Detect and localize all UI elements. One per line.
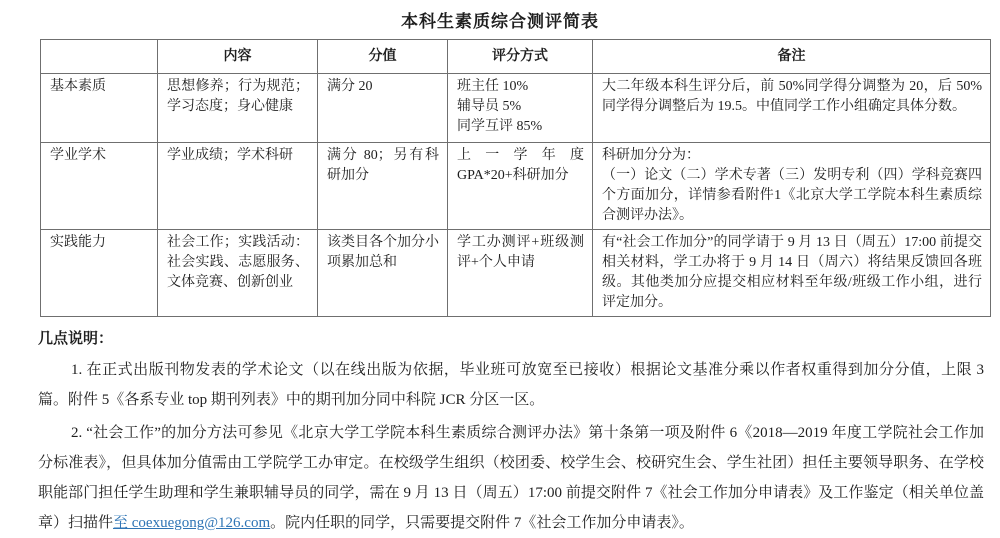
email-link[interactable]: 至 coexuegong@126.com	[113, 515, 271, 531]
remark-line: （一）论文（二）学术专著（三）发明专利（四）学科竞赛四个方面加分，详情参看附件1《北京大学工学院本科生素质综合测评办法》。	[602, 168, 982, 223]
column-header-method: 评分方式	[448, 40, 593, 74]
cell-content: 学业成绩；学术科研	[158, 143, 318, 230]
cell-category: 学业学术	[41, 143, 158, 230]
column-header-remark: 备注	[593, 40, 991, 74]
cell-content: 思想修养；行为规范；学习态度；身心健康	[158, 74, 318, 143]
remark-line: 科研加分分为：	[602, 148, 700, 163]
cell-score: 满分 80；另有科研加分	[318, 143, 448, 230]
cell-category: 实践能力	[41, 230, 158, 317]
table-row-practice	[41, 230, 991, 317]
cell-category: 基本素质	[41, 74, 158, 143]
cell-score: 满分 20	[318, 74, 448, 143]
table-row-basic-quality	[41, 74, 991, 143]
cell-remark	[593, 143, 991, 230]
cell-method	[448, 74, 593, 143]
method-line: 上一学年度	[457, 148, 584, 163]
note-item-2	[38, 418, 984, 538]
table-header-row	[41, 40, 991, 74]
cell-remark: 有“社会工作加分”的同学请于 9 月 13 日（周五）17:00 前提交相关材料，学工办将于 9 月 14 日（周六）将结果反馈回各班级。其他类加分应提交相应材料至年级/班级工作小组，进行评定加分。	[593, 230, 991, 317]
column-header-score: 分值	[318, 40, 448, 74]
cell-method: 学工办测评+班级测评+个人申请	[448, 230, 593, 317]
evaluation-table	[40, 39, 991, 317]
method-line: GPA*20+科研加分	[457, 168, 569, 183]
note-item-1: 1. 在正式出版刊物发表的学术论文（以在线出版为依据，毕业班可放宽至已接收）根据论文基准分乘以作者权重得到加分分值，上限 3 篇。附件 5《各系专业 top 期刊列表》中的期刊加分同中科院 JCR 分区一区。	[38, 362, 984, 408]
cell-remark: 大二年级本科生评分后，前 50%同学得分调整为 20，后 50%同学得分调整后为 19.5。中值同学工作小组确定具体分数。	[593, 74, 991, 143]
notes-section	[0, 317, 1000, 538]
method-line: 同学互评 85%	[457, 119, 543, 134]
page-title: 本科生素质综合测评简表	[401, 12, 599, 31]
column-header-blank	[41, 40, 158, 74]
table-row-academic	[41, 143, 991, 230]
method-line: 辅导员 5%	[457, 99, 522, 114]
column-header-content: 内容	[158, 40, 318, 74]
cell-score: 该类目各个加分小项累加总和	[318, 230, 448, 317]
notes-heading: 几点说明：	[38, 331, 114, 347]
cell-method	[448, 143, 593, 230]
cell-content: 社会工作；实践活动：社会实践、志愿服务、文体竞赛、创新创业	[158, 230, 318, 317]
note-item-2-tail: 。院内任职的同学，只需要提交附件 7《社会工作加分申请表》。	[270, 515, 694, 531]
method-line: 班主任 10%	[457, 79, 529, 94]
note-item-2-text: 2. “社会工作”的加分方法可参见《北京大学工学院本科生素质综合测评办法》第十条第一项及附件 6《2018—2019 年度工学院社会工作加分标准表》，但具体加分值需由工学院学工办审定。在校级学生组织（校团委、校学生会、校研究生会、学生社团）担任主要领导职务、在学校职能部门担任学生助理和学生兼职辅导员的同学，需在 9 月 13 日（周五）17:00 前提交附件 7《社会工作加分申请表》及工作鉴定（相关单位盖章）扫描件	[38, 425, 984, 531]
